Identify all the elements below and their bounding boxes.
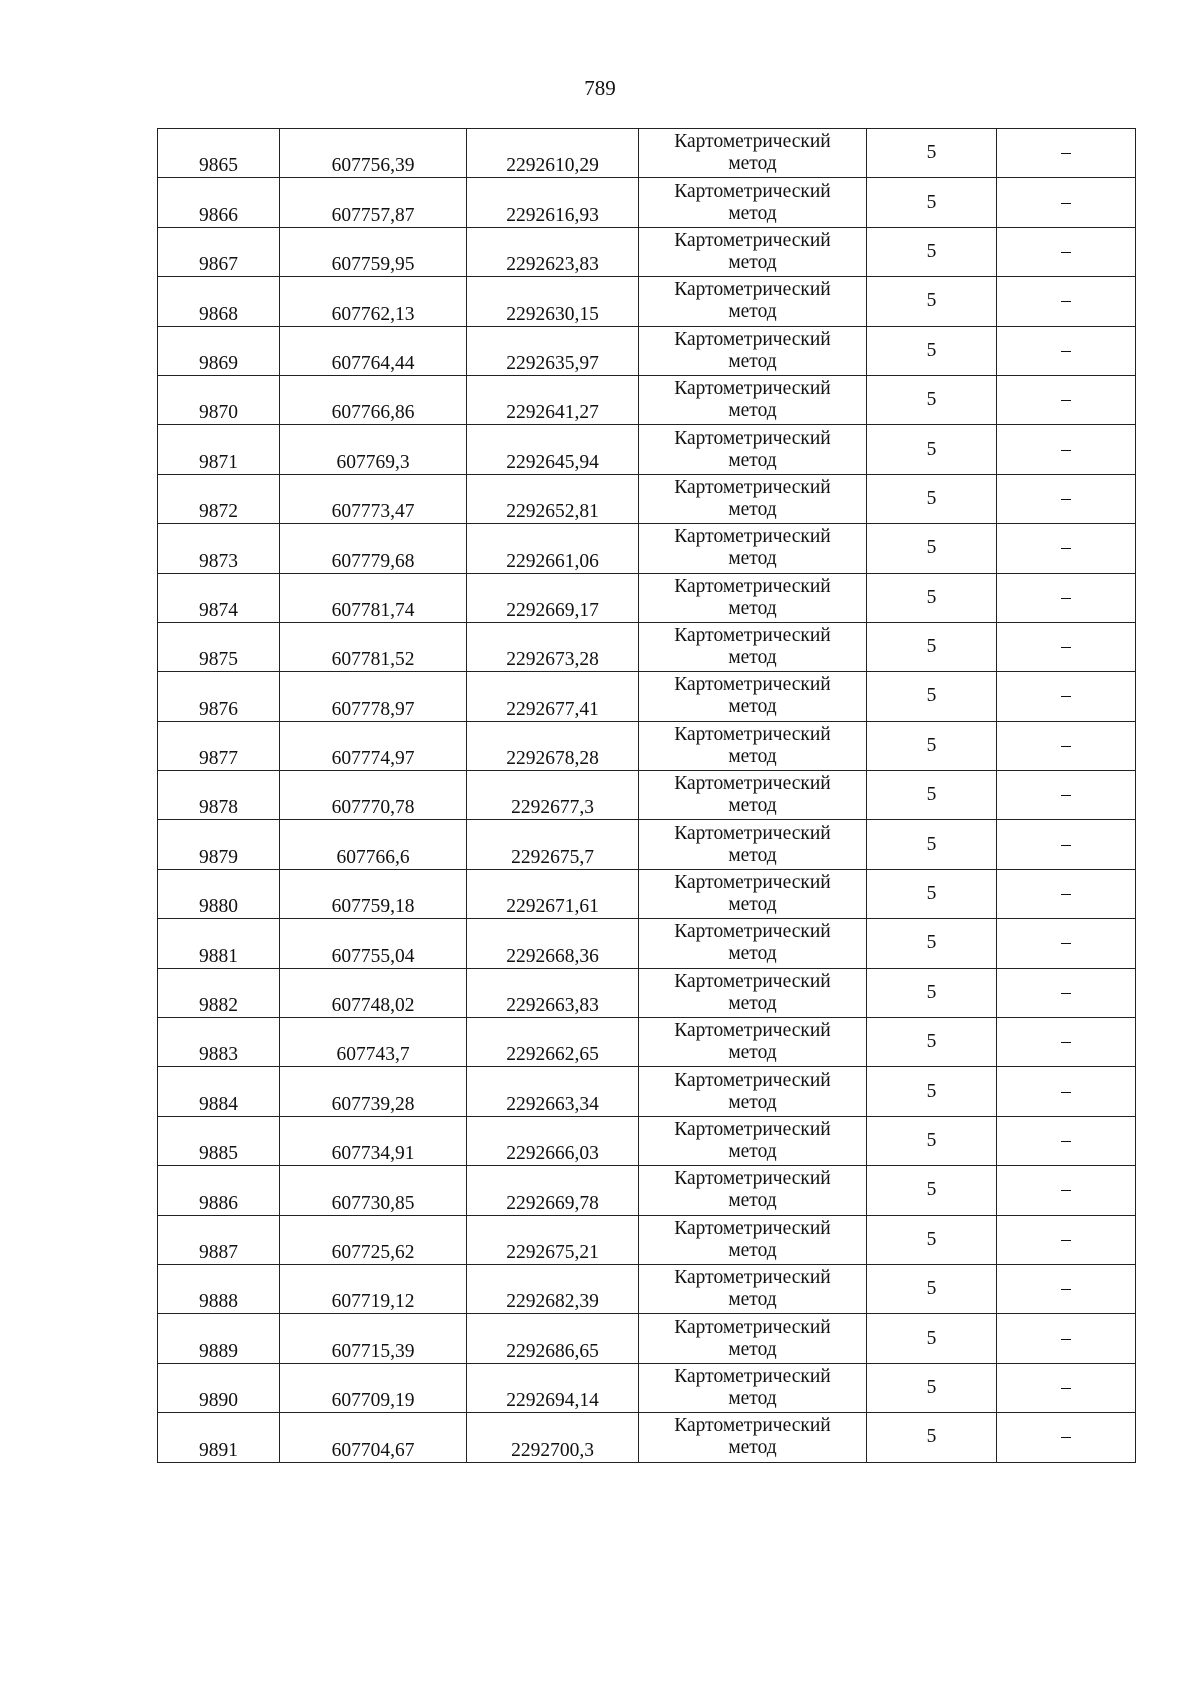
x-coordinate-cell: 607770,78 xyxy=(280,771,467,820)
method-line-2: метод xyxy=(728,449,777,471)
method-line-1: Картометрический xyxy=(674,229,831,251)
method-cell xyxy=(639,1413,867,1462)
method-line-1: Картометрический xyxy=(674,822,831,844)
point-number-cell: 9886 xyxy=(158,1166,280,1215)
method-line-1: Картометрический xyxy=(674,1069,831,1091)
x-coordinate-cell: 607774,97 xyxy=(280,721,467,770)
table-row xyxy=(158,474,1136,523)
point-number-cell: 9867 xyxy=(158,227,280,276)
point-number-cell: 9873 xyxy=(158,524,280,573)
method-line-1: Картометрический xyxy=(674,625,831,647)
point-number-cell: 9882 xyxy=(158,968,280,1017)
point-number-cell: 9879 xyxy=(158,820,280,869)
method-line-1: Картометрический xyxy=(674,279,831,301)
method-line-1: Картометрический xyxy=(674,674,831,696)
point-number-cell: 9866 xyxy=(158,178,280,227)
x-coordinate-cell: 607769,3 xyxy=(280,425,467,474)
y-coordinate-cell: 2292677,3 xyxy=(467,771,639,820)
accuracy-cell: 5 xyxy=(867,1067,997,1116)
x-coordinate-cell: 607759,18 xyxy=(280,869,467,918)
description-cell: – xyxy=(997,1067,1136,1116)
method-line-1: Картометрический xyxy=(674,1119,831,1140)
method-line-2: метод xyxy=(728,795,777,817)
table-row xyxy=(158,820,1136,869)
description-cell: – xyxy=(997,721,1136,770)
y-coordinate-cell: 2292652,81 xyxy=(467,474,639,523)
table-row xyxy=(158,869,1136,918)
x-coordinate-cell: 607725,62 xyxy=(280,1215,467,1264)
y-coordinate-cell: 2292662,65 xyxy=(467,1018,639,1067)
table-row xyxy=(158,1166,1136,1215)
accuracy-cell: 5 xyxy=(867,1215,997,1264)
accuracy-cell: 5 xyxy=(867,474,997,523)
table-row xyxy=(158,622,1136,671)
description-cell: – xyxy=(997,375,1136,424)
x-coordinate-cell: 607730,85 xyxy=(280,1166,467,1215)
method-line-2: метод xyxy=(728,498,777,520)
accuracy-cell: 5 xyxy=(867,869,997,918)
method-line-1: Картометрический xyxy=(674,872,831,894)
method-line-2: метод xyxy=(728,202,777,224)
point-number-cell: 9891 xyxy=(158,1413,280,1462)
method-cell xyxy=(639,277,867,326)
x-coordinate-cell: 607748,02 xyxy=(280,968,467,1017)
method-cell xyxy=(639,326,867,375)
method-line-1: Картометрический xyxy=(674,1365,831,1387)
method-cell xyxy=(639,129,867,178)
x-coordinate-cell: 607779,68 xyxy=(280,524,467,573)
method-cell xyxy=(639,771,867,820)
x-coordinate-cell: 607734,91 xyxy=(280,1116,467,1165)
x-coordinate-cell: 607719,12 xyxy=(280,1264,467,1313)
y-coordinate-cell: 2292671,61 xyxy=(467,869,639,918)
x-coordinate-cell: 607756,39 xyxy=(280,129,467,178)
method-cell xyxy=(639,869,867,918)
table-row xyxy=(158,968,1136,1017)
method-line-2: метод xyxy=(728,943,777,965)
table-row xyxy=(158,771,1136,820)
coordinates-table xyxy=(157,128,1136,1463)
method-line-2: метод xyxy=(728,1387,777,1409)
accuracy-cell: 5 xyxy=(867,968,997,1017)
method-line-1: Картометрический xyxy=(674,427,831,449)
accuracy-cell: 5 xyxy=(867,1018,997,1067)
point-number-cell: 9869 xyxy=(158,326,280,375)
method-line-1: Картометрический xyxy=(674,1217,831,1239)
method-cell xyxy=(639,919,867,968)
accuracy-cell: 5 xyxy=(867,1314,997,1363)
x-coordinate-cell: 607778,97 xyxy=(280,672,467,721)
description-cell: – xyxy=(997,474,1136,523)
description-cell: – xyxy=(997,1264,1136,1313)
point-number-cell: 9881 xyxy=(158,919,280,968)
method-line-2: метод xyxy=(728,647,777,669)
table-row xyxy=(158,425,1136,474)
x-coordinate-cell: 607755,04 xyxy=(280,919,467,968)
accuracy-cell: 5 xyxy=(867,1264,997,1313)
table-row xyxy=(158,573,1136,622)
description-cell: – xyxy=(997,1363,1136,1412)
accuracy-cell: 5 xyxy=(867,178,997,227)
method-line-1: Картометрический xyxy=(674,723,831,745)
method-cell xyxy=(639,1116,867,1165)
description-cell: – xyxy=(997,919,1136,968)
method-cell xyxy=(639,1264,867,1313)
point-number-cell: 9875 xyxy=(158,622,280,671)
table-row xyxy=(158,129,1136,178)
method-cell xyxy=(639,721,867,770)
point-number-cell: 9876 xyxy=(158,672,280,721)
description-cell: – xyxy=(997,1166,1136,1215)
y-coordinate-cell: 2292616,93 xyxy=(467,178,639,227)
accuracy-cell: 5 xyxy=(867,375,997,424)
table-row xyxy=(158,277,1136,326)
method-line-2: метод xyxy=(728,251,777,273)
method-line-2: метод xyxy=(728,1338,777,1360)
table-row xyxy=(158,1018,1136,1067)
y-coordinate-cell: 2292682,39 xyxy=(467,1264,639,1313)
x-coordinate-cell: 607739,28 xyxy=(280,1067,467,1116)
x-coordinate-cell: 607757,87 xyxy=(280,178,467,227)
method-cell xyxy=(639,425,867,474)
description-cell: – xyxy=(997,425,1136,474)
accuracy-cell: 5 xyxy=(867,672,997,721)
method-line-2: метод xyxy=(728,1289,777,1311)
x-coordinate-cell: 607759,95 xyxy=(280,227,467,276)
method-cell xyxy=(639,1215,867,1264)
description-cell: – xyxy=(997,1413,1136,1462)
y-coordinate-cell: 2292675,7 xyxy=(467,820,639,869)
table-row xyxy=(158,375,1136,424)
method-line-1: Картометрический xyxy=(674,328,831,350)
description-cell: – xyxy=(997,277,1136,326)
point-number-cell: 9868 xyxy=(158,277,280,326)
method-cell xyxy=(639,227,867,276)
accuracy-cell: 5 xyxy=(867,277,997,326)
description-cell: – xyxy=(997,968,1136,1017)
method-line-2: метод xyxy=(728,844,777,866)
y-coordinate-cell: 2292677,41 xyxy=(467,672,639,721)
page-number: 789 xyxy=(584,76,616,100)
method-line-1: Картометрический xyxy=(674,476,831,498)
accuracy-cell: 5 xyxy=(867,919,997,968)
point-number-cell: 9884 xyxy=(158,1067,280,1116)
y-coordinate-cell: 2292635,97 xyxy=(467,326,639,375)
description-cell: – xyxy=(997,869,1136,918)
y-coordinate-cell: 2292666,03 xyxy=(467,1116,639,1165)
table-row xyxy=(158,1264,1136,1313)
method-cell xyxy=(639,820,867,869)
point-number-cell: 9888 xyxy=(158,1264,280,1313)
description-cell: – xyxy=(997,771,1136,820)
point-number-cell: 9889 xyxy=(158,1314,280,1363)
x-coordinate-cell: 607762,13 xyxy=(280,277,467,326)
method-cell xyxy=(639,968,867,1017)
point-number-cell: 9885 xyxy=(158,1116,280,1165)
method-cell xyxy=(639,524,867,573)
description-cell: – xyxy=(997,1314,1136,1363)
x-coordinate-cell: 607781,74 xyxy=(280,573,467,622)
method-line-2: метод xyxy=(728,153,777,175)
accuracy-cell: 5 xyxy=(867,129,997,178)
table-row xyxy=(158,524,1136,573)
table-row xyxy=(158,721,1136,770)
method-line-1: Картометрический xyxy=(674,1415,831,1437)
method-line-2: метод xyxy=(728,894,777,916)
method-line-1: Картометрический xyxy=(674,378,831,400)
y-coordinate-cell: 2292630,15 xyxy=(467,277,639,326)
method-line-1: Картометрический xyxy=(674,180,831,202)
x-coordinate-cell: 607715,39 xyxy=(280,1314,467,1363)
table-row xyxy=(158,178,1136,227)
description-cell: – xyxy=(997,622,1136,671)
y-coordinate-cell: 2292694,14 xyxy=(467,1363,639,1412)
table-row xyxy=(158,672,1136,721)
method-line-1: Картометрический xyxy=(674,575,831,597)
x-coordinate-cell: 607704,67 xyxy=(280,1413,467,1462)
table-row xyxy=(158,1116,1136,1165)
method-line-2: метод xyxy=(728,1042,777,1064)
method-cell xyxy=(639,1067,867,1116)
method-line-2: метод xyxy=(728,400,777,422)
x-coordinate-cell: 607764,44 xyxy=(280,326,467,375)
point-number-cell: 9880 xyxy=(158,869,280,918)
point-number-cell: 9872 xyxy=(158,474,280,523)
description-cell: – xyxy=(997,820,1136,869)
method-cell xyxy=(639,375,867,424)
table-row xyxy=(158,326,1136,375)
description-cell: – xyxy=(997,524,1136,573)
accuracy-cell: 5 xyxy=(867,1116,997,1165)
description-cell: – xyxy=(997,1215,1136,1264)
y-coordinate-cell: 2292678,28 xyxy=(467,721,639,770)
y-coordinate-cell: 2292686,65 xyxy=(467,1314,639,1363)
point-number-cell: 9877 xyxy=(158,721,280,770)
method-cell xyxy=(639,672,867,721)
accuracy-cell: 5 xyxy=(867,1166,997,1215)
method-line-1: Картометрический xyxy=(674,773,831,795)
x-coordinate-cell: 607743,7 xyxy=(280,1018,467,1067)
method-line-2: метод xyxy=(728,301,777,323)
point-number-cell: 9870 xyxy=(158,375,280,424)
y-coordinate-cell: 2292675,21 xyxy=(467,1215,639,1264)
method-cell xyxy=(639,1314,867,1363)
accuracy-cell: 5 xyxy=(867,622,997,671)
method-line-1: Картометрический xyxy=(674,970,831,992)
method-line-2: метод xyxy=(728,1190,777,1212)
accuracy-cell: 5 xyxy=(867,425,997,474)
table-row xyxy=(158,227,1136,276)
x-coordinate-cell: 607709,19 xyxy=(280,1363,467,1412)
table-row xyxy=(158,1363,1136,1412)
method-line-1: Картометрический xyxy=(674,131,831,153)
x-coordinate-cell: 607773,47 xyxy=(280,474,467,523)
method-line-2: метод xyxy=(728,1437,777,1459)
point-number-cell: 9874 xyxy=(158,573,280,622)
method-line-1: Картометрический xyxy=(674,921,831,943)
method-cell xyxy=(639,573,867,622)
method-cell xyxy=(639,1166,867,1215)
method-cell xyxy=(639,474,867,523)
point-number-cell: 9878 xyxy=(158,771,280,820)
table-row xyxy=(158,1413,1136,1462)
description-cell: – xyxy=(997,129,1136,178)
accuracy-cell: 5 xyxy=(867,771,997,820)
method-line-2: метод xyxy=(728,1091,777,1113)
y-coordinate-cell: 2292645,94 xyxy=(467,425,639,474)
method-line-2: метод xyxy=(728,548,777,570)
point-number-cell: 9883 xyxy=(158,1018,280,1067)
point-number-cell: 9890 xyxy=(158,1363,280,1412)
accuracy-cell: 5 xyxy=(867,227,997,276)
accuracy-cell: 5 xyxy=(867,326,997,375)
method-cell xyxy=(639,622,867,671)
description-cell: – xyxy=(997,672,1136,721)
method-line-1: Картометрический xyxy=(674,526,831,548)
description-cell: – xyxy=(997,1116,1136,1165)
accuracy-cell: 5 xyxy=(867,1413,997,1462)
method-line-2: метод xyxy=(728,1239,777,1261)
x-coordinate-cell: 607766,6 xyxy=(280,820,467,869)
y-coordinate-cell: 2292663,34 xyxy=(467,1067,639,1116)
method-line-1: Картометрический xyxy=(674,1168,831,1190)
method-line-2: метод xyxy=(728,597,777,619)
method-line-1: Картометрический xyxy=(674,1020,831,1042)
x-coordinate-cell: 607766,86 xyxy=(280,375,467,424)
y-coordinate-cell: 2292700,3 xyxy=(467,1413,639,1462)
method-line-1: Картометрический xyxy=(674,1267,831,1289)
y-coordinate-cell: 2292661,06 xyxy=(467,524,639,573)
y-coordinate-cell: 2292641,27 xyxy=(467,375,639,424)
y-coordinate-cell: 2292669,78 xyxy=(467,1166,639,1215)
point-number-cell: 9865 xyxy=(158,129,280,178)
table-row xyxy=(158,1067,1136,1116)
description-cell: – xyxy=(997,178,1136,227)
accuracy-cell: 5 xyxy=(867,524,997,573)
y-coordinate-cell: 2292668,36 xyxy=(467,919,639,968)
accuracy-cell: 5 xyxy=(867,573,997,622)
x-coordinate-cell: 607781,52 xyxy=(280,622,467,671)
accuracy-cell: 5 xyxy=(867,721,997,770)
description-cell: – xyxy=(997,326,1136,375)
description-cell: – xyxy=(997,573,1136,622)
y-coordinate-cell: 2292673,28 xyxy=(467,622,639,671)
accuracy-cell: 5 xyxy=(867,1363,997,1412)
point-number-cell: 9871 xyxy=(158,425,280,474)
table-row xyxy=(158,1215,1136,1264)
description-cell: – xyxy=(997,1018,1136,1067)
method-cell xyxy=(639,1363,867,1412)
method-line-2: метод xyxy=(728,350,777,372)
y-coordinate-cell: 2292610,29 xyxy=(467,129,639,178)
table-row xyxy=(158,1314,1136,1363)
y-coordinate-cell: 2292669,17 xyxy=(467,573,639,622)
y-coordinate-cell: 2292663,83 xyxy=(467,968,639,1017)
method-line-2: метод xyxy=(728,992,777,1014)
method-cell xyxy=(639,1018,867,1067)
point-number-cell: 9887 xyxy=(158,1215,280,1264)
method-cell xyxy=(639,178,867,227)
y-coordinate-cell: 2292623,83 xyxy=(467,227,639,276)
method-line-2: метод xyxy=(728,1141,777,1162)
table-row xyxy=(158,919,1136,968)
coordinates-table-body xyxy=(158,129,1136,1463)
method-line-2: метод xyxy=(728,745,777,767)
accuracy-cell: 5 xyxy=(867,820,997,869)
method-line-2: метод xyxy=(728,696,777,718)
method-line-1: Картометрический xyxy=(674,1316,831,1338)
description-cell: – xyxy=(997,227,1136,276)
